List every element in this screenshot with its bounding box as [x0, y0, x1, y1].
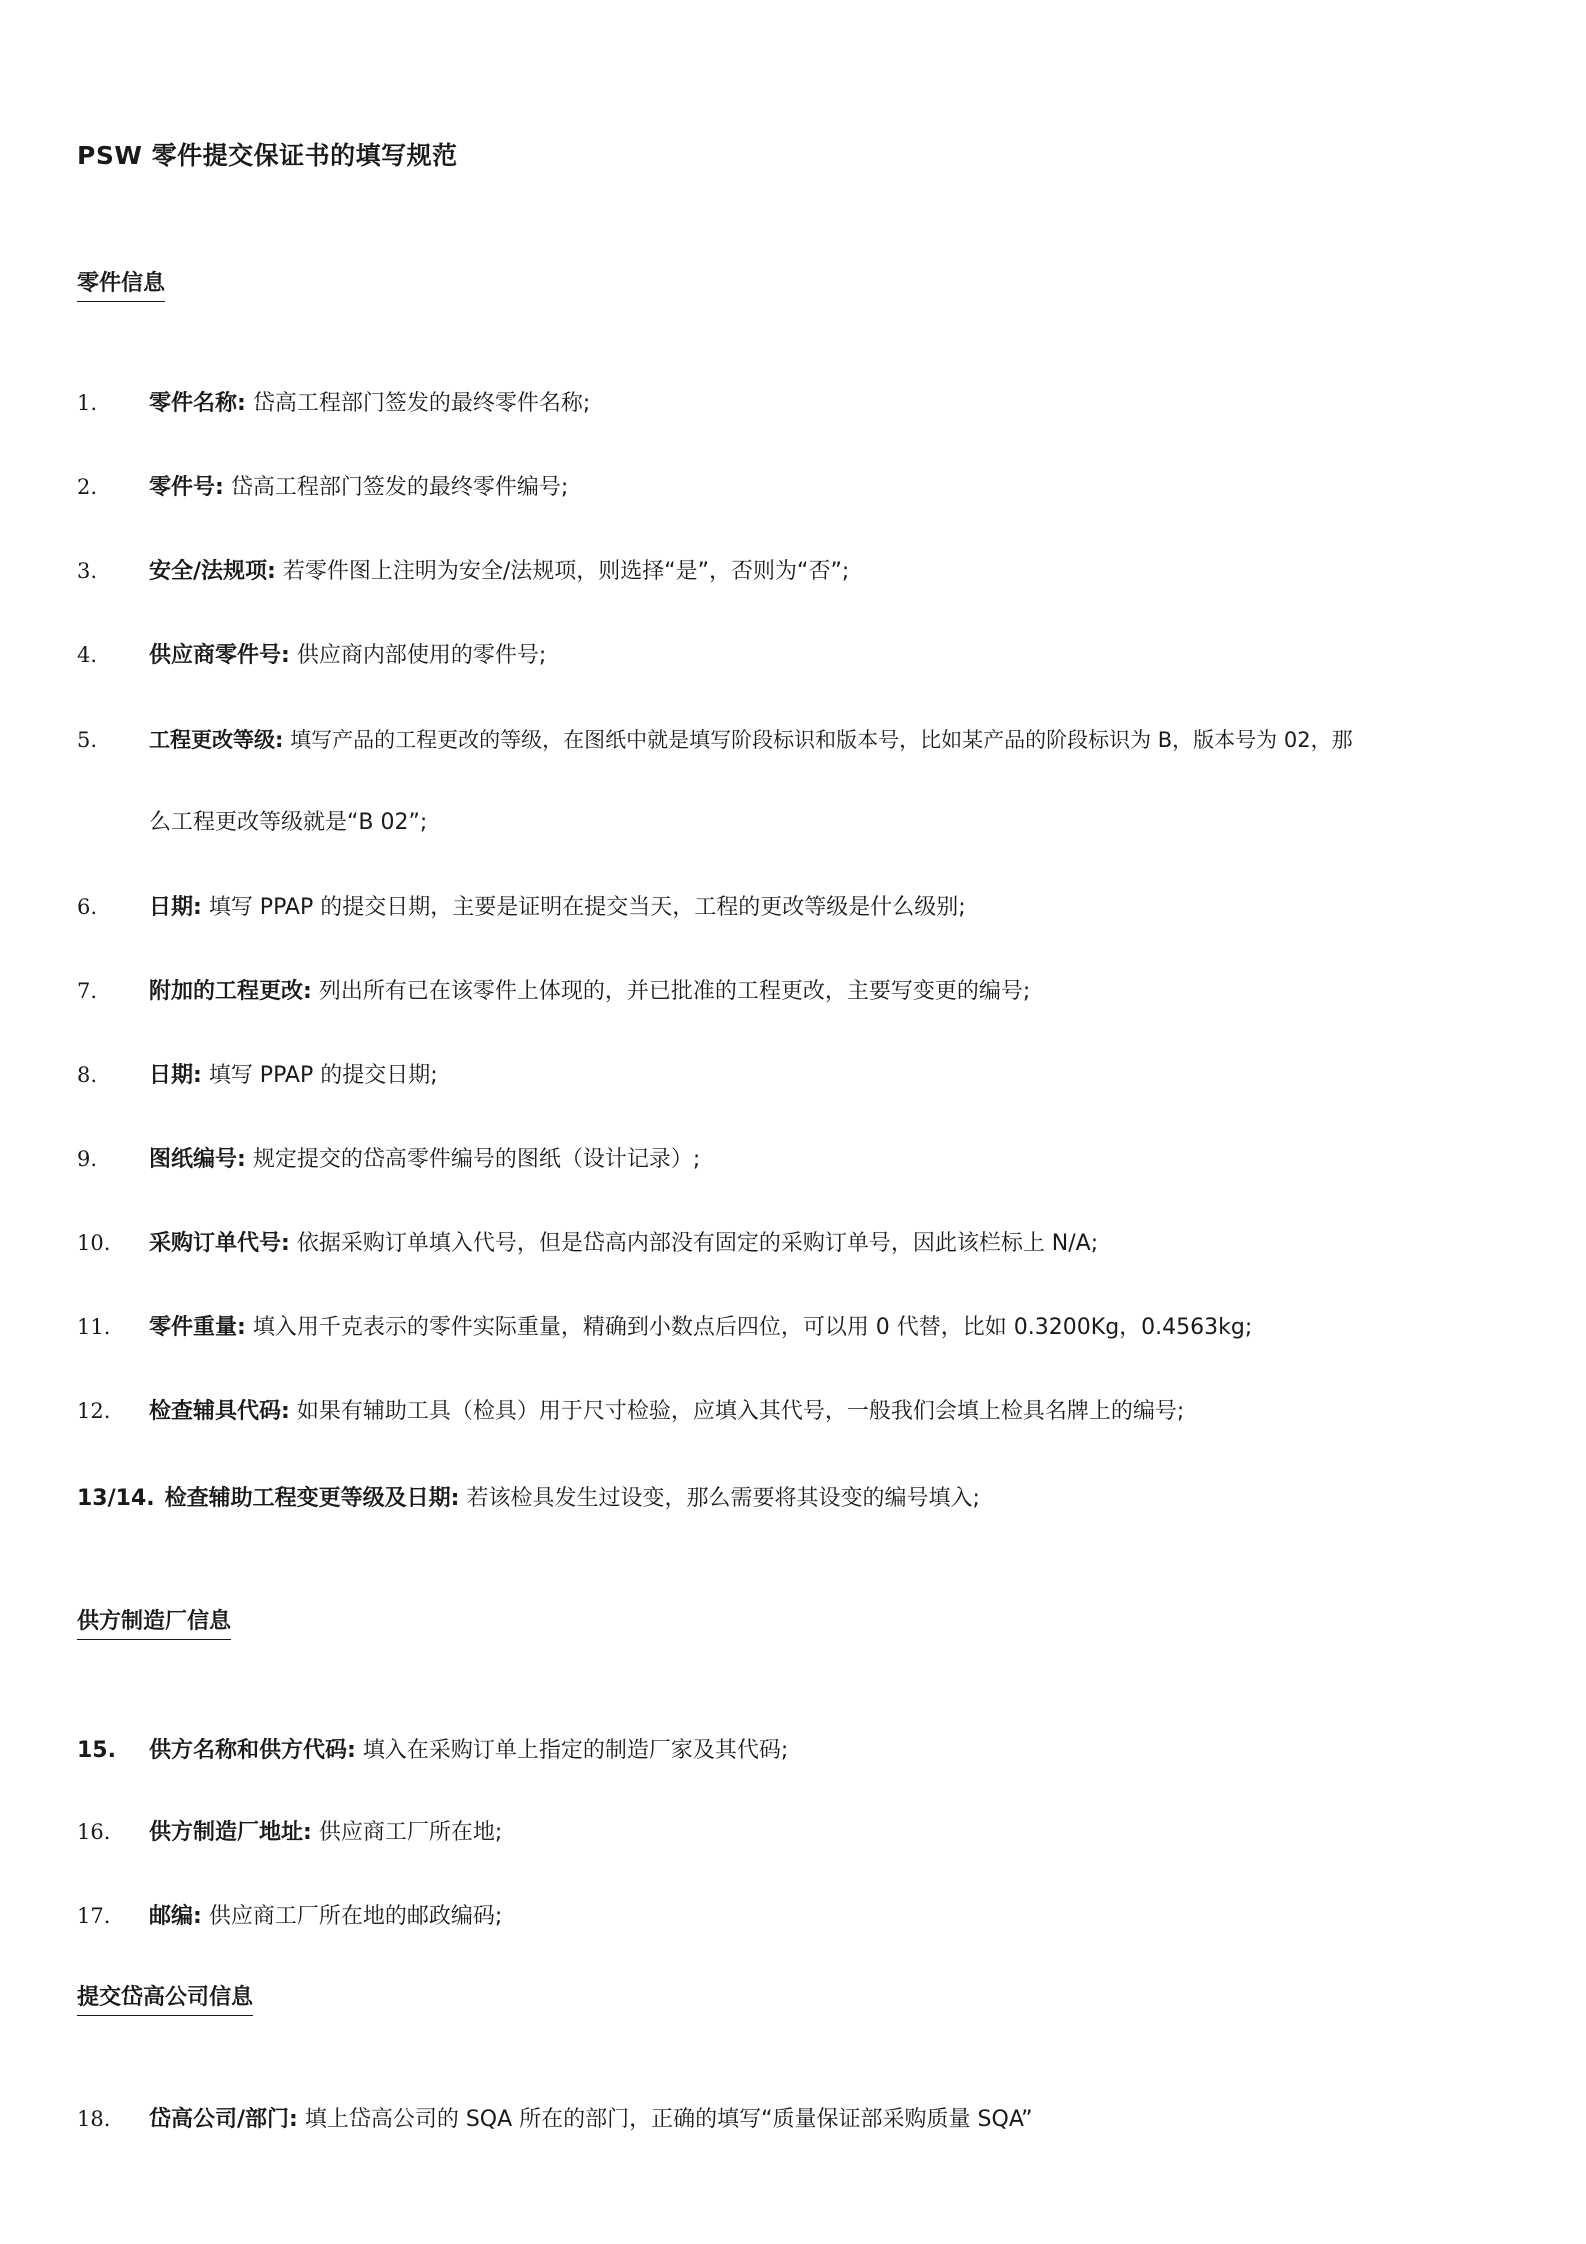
item-text: 列出所有已在该零件上体现的，并已批准的工程更改，主要写变更的编号;	[318, 979, 1031, 1004]
item-number: 9.	[77, 1147, 98, 1171]
list-item-18	[77, 2104, 1527, 2135]
item-number: 11.	[77, 1315, 111, 1339]
list-item-17	[77, 1901, 1527, 1932]
item-text: 依据采购订单填入代号，但是岱高内部没有固定的采购订单号，因此该栏标上 N/A;	[296, 1231, 1099, 1256]
list-item-11	[77, 1312, 1527, 1343]
item-number: 17.	[77, 1904, 111, 1928]
item-label: 邮编:	[149, 1904, 202, 1929]
item-number: 15.	[77, 1738, 116, 1763]
item-number: 13/14.	[77, 1486, 155, 1511]
item-text: 供应商内部使用的零件号;	[296, 643, 547, 668]
item-text: 如果有辅助工具（检具）用于尺寸检验，应填入其代号，一般我们会填上检具名牌上的编号;	[296, 1399, 1185, 1424]
item-text: 填入用千克表示的零件实际重量，精确到小数点后四位，可以用 0 代替，比如 0.3200Kg，0.4563kg;	[252, 1315, 1253, 1340]
item-text: 若零件图上注明为安全/法规项，则选择“是”，否则为“否”;	[282, 559, 850, 584]
item-label: 日期:	[149, 1063, 202, 1088]
item-number: 1.	[77, 391, 98, 415]
item-text: 若该检具发生过设变，那么需要将其设变的编号填入;	[466, 1486, 980, 1511]
item-label: 检查辅助工程变更等级及日期:	[164, 1486, 460, 1511]
item-text: 填写 PPAP 的提交日期;	[208, 1063, 438, 1088]
item-label: 附加的工程更改:	[149, 979, 312, 1004]
section-heading-part-info: 零件信息	[77, 266, 165, 302]
item-text: 岱高工程部门签发的最终零件名称;	[252, 391, 591, 416]
list-item-3	[77, 556, 1527, 587]
item-label: 零件名称:	[149, 391, 246, 416]
list-item-16	[77, 1817, 1527, 1848]
item-text: 供应商工厂所在地的邮政编码;	[208, 1904, 503, 1929]
item-label: 图纸编号:	[149, 1147, 246, 1172]
list-item-6	[77, 892, 1527, 923]
item-label: 供方制造厂地址:	[149, 1820, 312, 1845]
list-item-1	[77, 388, 1527, 419]
list-item-8	[77, 1060, 1527, 1091]
item-text: 填上岱高公司的 SQA 所在的部门，正确的填写“质量保证部采购质量 SQA”	[304, 2107, 1033, 2132]
item-text: 供应商工厂所在地;	[318, 1820, 503, 1845]
item-label: 工程更改等级:	[149, 728, 284, 752]
item-number: 2.	[77, 475, 98, 499]
item-label: 岱高公司/部门:	[149, 2107, 298, 2132]
item-number: 12.	[77, 1399, 111, 1423]
document-title: PSW 零件提交保证书的填写规范	[77, 141, 458, 170]
item-number: 6.	[77, 895, 98, 919]
list-item-2	[77, 472, 1527, 503]
item-label: 采购订单代号:	[149, 1231, 290, 1256]
item-number: 18.	[77, 2107, 111, 2131]
item-text: 填写产品的工程更改的等级，在图纸中就是填写阶段标识和版本号，比如某产品的阶段标识为 B，版本号为 02，那	[290, 728, 1353, 752]
item-label: 零件号:	[149, 475, 224, 500]
item-number: 5.	[77, 728, 98, 752]
item-label: 零件重量:	[149, 1315, 246, 1340]
item-text: 规定提交的岱高零件编号的图纸（设计记录）;	[252, 1147, 701, 1172]
item-label: 安全/法规项:	[149, 559, 276, 584]
item-text: 填写 PPAP 的提交日期，主要是证明在提交当天，工程的更改等级是什么级别;	[208, 895, 966, 920]
list-item-7	[77, 976, 1527, 1007]
list-item-10	[77, 1228, 1527, 1259]
list-item-15	[77, 1736, 1527, 1766]
item-number: 7.	[77, 979, 98, 1003]
list-item-5-continuation: 么工程更改等级就是“B 02”;	[149, 810, 428, 835]
item-text: 岱高工程部门签发的最终零件编号;	[230, 475, 569, 500]
item-number: 8.	[77, 1063, 98, 1087]
list-item-13-14	[77, 1484, 1527, 1514]
item-label: 供应商零件号:	[149, 643, 290, 668]
item-label: 供方名称和供方代码:	[149, 1738, 356, 1763]
list-item-4	[77, 640, 1527, 671]
item-number: 4.	[77, 643, 98, 667]
item-text: 填入在采购订单上指定的制造厂家及其代码;	[362, 1738, 789, 1763]
list-item-12	[77, 1396, 1527, 1427]
section-heading-dayco-info: 提交岱高公司信息	[77, 1980, 253, 2016]
item-number: 16.	[77, 1820, 111, 1844]
item-label: 日期:	[149, 895, 202, 920]
item-number: 3.	[77, 559, 98, 583]
section-heading-supplier-info: 供方制造厂信息	[77, 1604, 231, 1640]
list-item-9	[77, 1144, 1527, 1175]
item-number: 10.	[77, 1231, 111, 1255]
item-label: 检查辅具代码:	[149, 1399, 290, 1424]
list-item-5	[77, 725, 1527, 755]
